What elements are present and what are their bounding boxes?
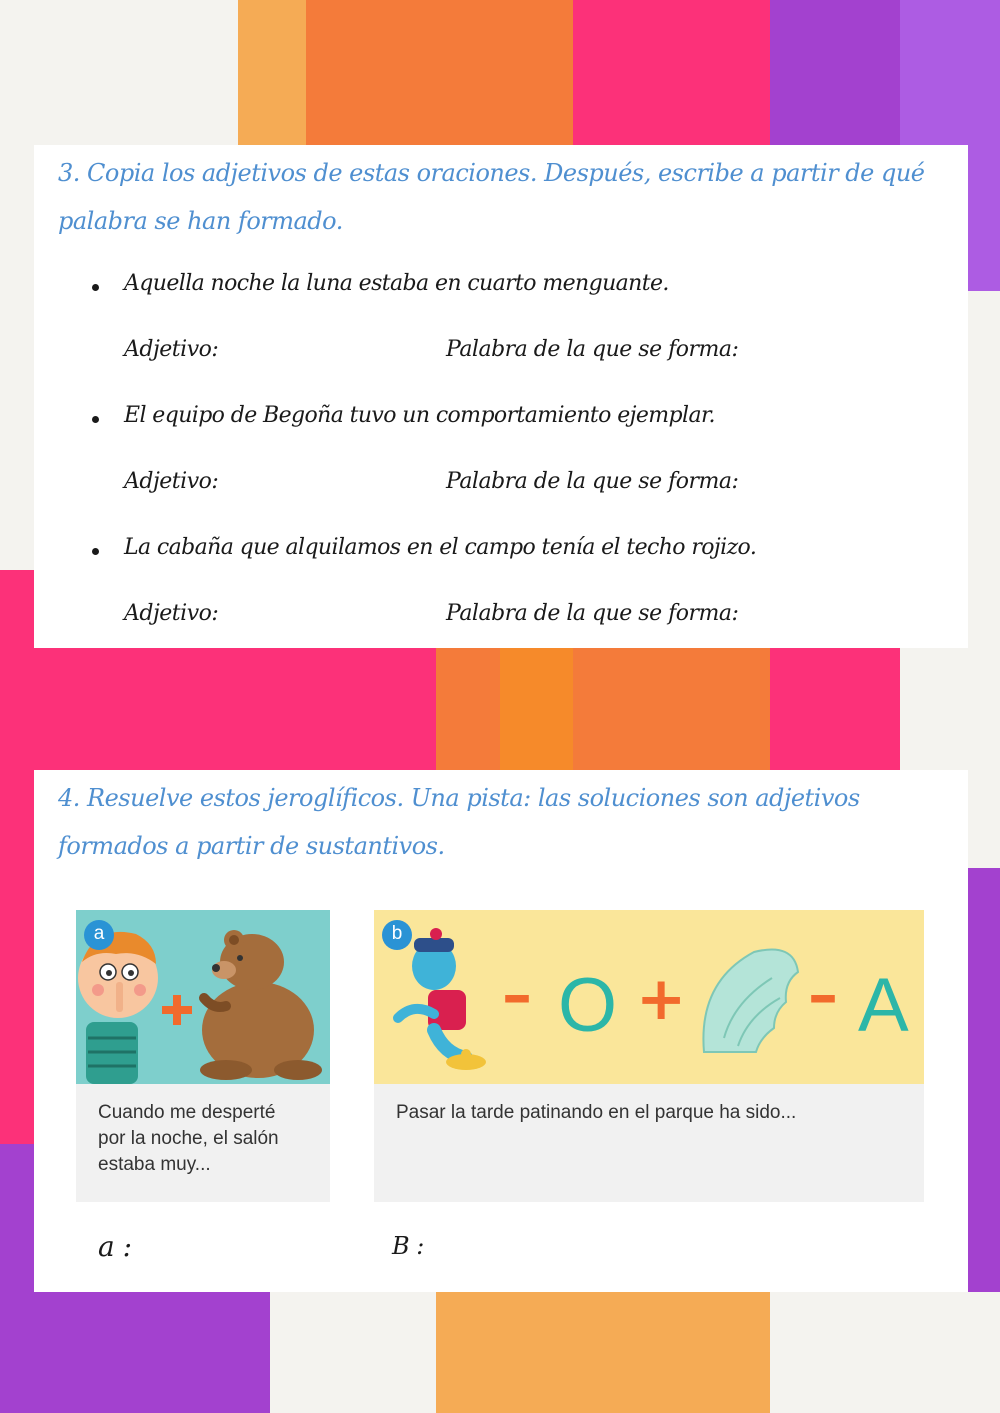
boy-bear-illustration bbox=[76, 910, 330, 1084]
adjective-label-1: Adjetivo: bbox=[124, 337, 219, 362]
sentence-3: La cabaña que alquilamos en el campo tenía el techo rojizo. bbox=[124, 535, 757, 560]
answer-a-label: a : bbox=[98, 1230, 132, 1263]
plus-sign bbox=[162, 995, 192, 1025]
bg-block-purple-top bbox=[770, 0, 900, 145]
bg-block-pink-left bbox=[0, 570, 34, 1144]
bg-block-purple-right bbox=[968, 868, 1000, 1292]
source-word-label-2: Palabra de la que se forma: bbox=[446, 469, 739, 494]
exercise-3-heading-line-1: 3. Copia los adjetivos de estas oraciones. Después, escribe a partir de qué bbox=[58, 159, 925, 187]
bear-illustration bbox=[200, 930, 322, 1080]
bg-block-pink-top bbox=[573, 0, 770, 145]
source-word-label-3: Palabra de la que se forma: bbox=[446, 601, 739, 626]
source-word-label-1: Palabra de la que se forma: bbox=[446, 337, 739, 362]
sentence-1: Aquella noche la luna estaba en cuarto menguante. bbox=[124, 271, 669, 296]
letter-o: O bbox=[558, 963, 618, 1048]
bg-block-pink-mid bbox=[34, 648, 436, 770]
exercise-3-heading-line-2: palabra se han formado. bbox=[58, 207, 343, 235]
minus-sign-1: – bbox=[502, 960, 532, 1030]
puzzle-a-caption: Cuando me desperté por la noche, el salón estaba muy... bbox=[76, 1084, 330, 1202]
plus-sign-b: + bbox=[636, 964, 687, 1034]
genie-illustration bbox=[398, 928, 486, 1070]
adjective-label-2: Adjetivo: bbox=[124, 469, 219, 494]
exercise-4-heading-line-1: 4. Resuelve estos jeroglíficos. Una pista: las soluciones son adjetivos bbox=[58, 784, 860, 812]
puzzle-b-image bbox=[374, 910, 924, 1084]
bg-block-orange-bright bbox=[500, 648, 573, 770]
puzzle-a-badge: a bbox=[84, 920, 114, 950]
puzzle-b-badge: b bbox=[382, 920, 412, 950]
adjective-label-3: Adjetivo: bbox=[124, 601, 219, 626]
bg-block-orange-mid2 bbox=[573, 648, 770, 770]
puzzle-a-image bbox=[76, 910, 330, 1084]
letter-a: A bbox=[858, 963, 909, 1048]
sentence-2: El equipo de Begoña tuvo un comportamiento ejemplar. bbox=[124, 403, 715, 428]
bg-block-orange-bottom bbox=[436, 1292, 770, 1413]
boy-shushing-illustration bbox=[78, 932, 158, 1084]
answer-b-label: B : bbox=[392, 1232, 424, 1260]
bg-block-orange-mid bbox=[436, 648, 500, 770]
bullet-3 bbox=[92, 548, 99, 555]
exercise-4-heading-line-2: formados a partir de sustantivos. bbox=[58, 832, 445, 860]
exercise-3-card bbox=[34, 145, 968, 648]
bullet-1 bbox=[92, 284, 99, 291]
puzzle-b-caption: Pasar la tarde patinando en el parque ha sido... bbox=[374, 1084, 924, 1202]
wing-illustration bbox=[694, 942, 804, 1062]
bg-block-orange-light bbox=[238, 0, 306, 145]
bg-block-orange bbox=[306, 0, 573, 145]
minus-sign-2: – bbox=[808, 960, 838, 1030]
bg-block-pink-mid2 bbox=[770, 648, 900, 770]
bullet-2 bbox=[92, 416, 99, 423]
